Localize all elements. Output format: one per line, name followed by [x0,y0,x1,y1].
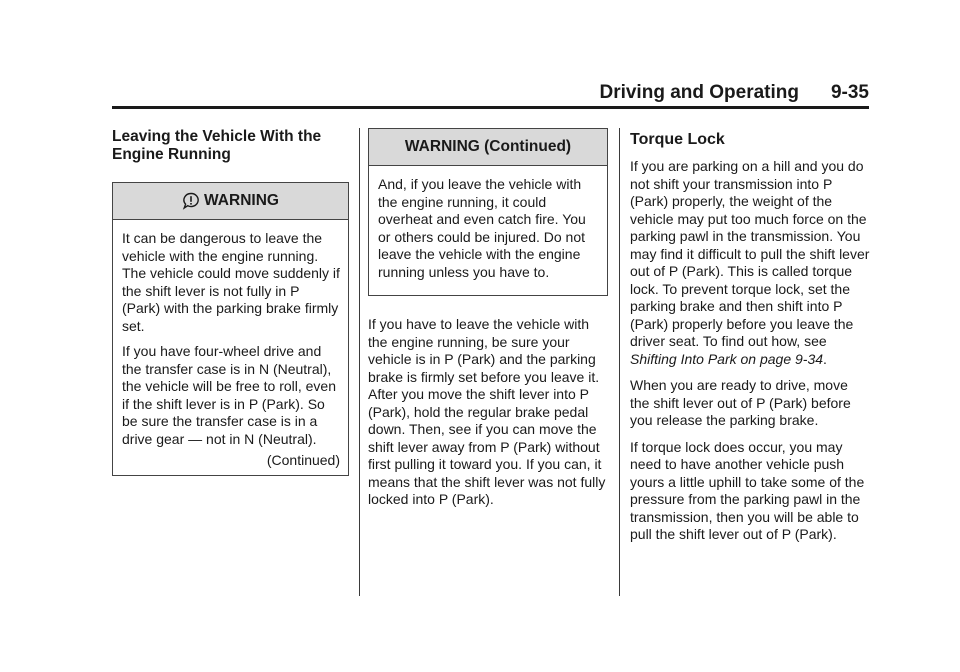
warning-header: WARNING (Continued) [369,129,607,166]
warning-box-continued [368,128,608,296]
column-divider [359,128,360,596]
body-paragraph: If torque lock does occur, you may need to have another vehicle push yours a little uphill to take some of the pressure from the parking pawl in the transmission, then you will be able to pull the shift lever out of P (Park). [630,438,865,542]
column-2 [368,128,608,518]
page-header [112,78,869,109]
warning-paragraph: If you have four-wheel drive and the transfer case is in N (Neutral), the vehicle will be free to roll, even if the shift lever is in P (Park). So be sure the transfer case is in a drive gear — not in N (Neutral). [122,343,336,447]
warning-body [113,220,348,475]
cross-reference-link[interactable]: Shifting Into Park on page 9-34 [630,350,824,367]
continued-label: (Continued) [266,452,340,468]
paragraph-text: If you are parking on a hill and you do not shift your transmission into P (Park) properly, the weight of the vehicle may put too much force on the parking pawl in the transmission. You may find it difficult to pull the shift lever out of P (Park). This is called torque lock. To prevent torque lock, set the parking brake and then shift into P (Park) properly before you leave the driver seat. To find out how, see [630,158,870,349]
warning-paragraph: It can be dangerous to leave the vehicle with the engine running. The vehicle could move suddenly if the shift lever is not fully in P (Park) with the parking brake firmly set. [122,230,340,334]
warning-paragraph: And, if you leave the vehicle with the engine running, it could overheat and even catch fire. You or others could be injured. Do not leave the vehicle with the engine running unless you have to. [378,176,586,280]
column-divider [619,128,620,596]
column-1 [112,128,349,476]
warning-body [369,166,607,295]
body-paragraph: If you have to leave the vehicle with the engine running, be sure your vehicle is in P (Park) and the parking brake is firmly set before you leave it. After you move the shift lever into P (Park), hold the regular brake pedal down. Then, see if you can move the shift lever away from P (Park) without first pulling it toward you. If you can, it means that the shift lever was not fully locked into P (Park). [368,316,606,507]
body-paragraph: When you are ready to drive, move the shift lever out of P (Park) before you release the parking brake. [630,377,851,428]
warning-box [112,182,349,476]
column-3 [630,128,870,553]
section-heading: Torque Lock [630,131,725,148]
section-title: Driving and Operating [599,82,799,103]
warning-speech-bubble-icon [182,192,200,210]
warning-title: WARNING [204,192,279,209]
page-number: 9-35 [830,82,869,103]
body-paragraph [630,158,870,368]
warning-header [113,183,348,220]
section-heading: Leaving the Vehicle With the Engine Running [112,128,322,163]
paragraph-end: . [823,350,827,367]
